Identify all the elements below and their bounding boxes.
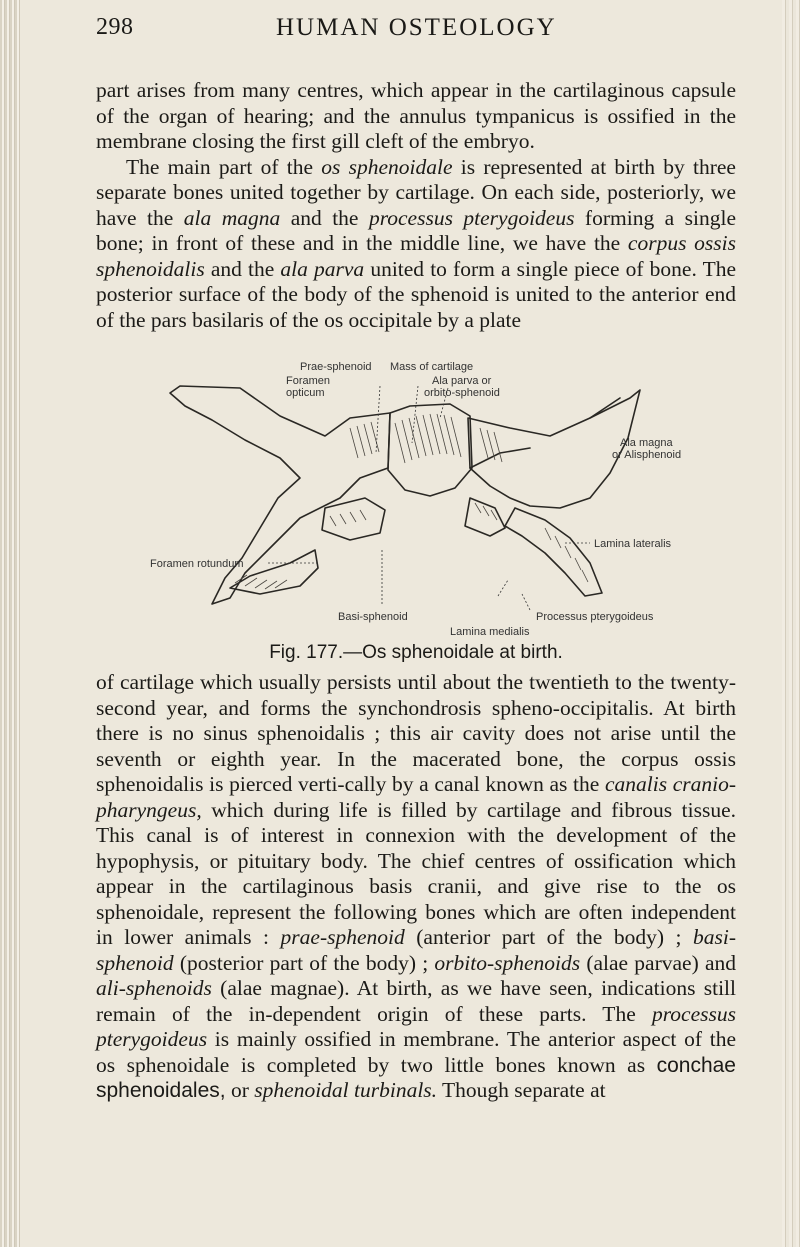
text-run: (alae parvae) and (580, 950, 736, 975)
page-number: 298 (96, 14, 134, 40)
term-corpus-ossis-sphenoidalis: corpus ossis sphenoidalis (96, 231, 736, 281)
leader-lines (268, 386, 590, 610)
term-os-sphenoidale: os sphenoidale (321, 154, 453, 179)
page-edge-right (782, 0, 800, 1247)
label-foramen-rotundum: Foramen rotundum (150, 558, 244, 570)
text-run: is represented at birth by three separate bones united together by cartilage. On each side, posteriorly, we have the (96, 154, 736, 230)
term-orbito-sphenoids: orbito-sphenoids (434, 950, 581, 975)
label-ala-magna: Ala magna (620, 437, 673, 449)
text-run: forming a single bone; in front of these and in the middle line, we have the (96, 205, 737, 255)
label-basi-sphenoid: Basi-sphenoid (338, 611, 408, 623)
label-lamina-medialis: Lamina medialis (450, 626, 530, 638)
paragraph-1-text: part arises from many centres, which appear in the cartilaginous capsule of the organ of hearing; and the annulus tympanicus is ossified in the membrane closing the first gill cleft of the embryo. (96, 78, 736, 153)
running-title: HUMAN OSTEOLOGY (276, 14, 557, 41)
figure-labels (150, 361, 681, 638)
label-foramen: Foramen (286, 375, 331, 387)
text-run: of cartilage which usually persists until about the twentieth to the twenty-second year, and forms the synchondrosis spheno-occipitalis. At birth there is no sinus sphenoidalis ; this air cavity does not arise until the seventh or eighth year. In the macerated bone, the corpus ossis sphenoidalis is pierced verti-cally by a canal known as the (96, 670, 736, 796)
label-processus-pterygoideus: Processus pterygoideus (536, 611, 654, 623)
body-text-top (96, 78, 736, 333)
text-run: Though separate at (437, 1078, 606, 1102)
term-ala-magna: ala magna (183, 205, 281, 230)
body-text-bottom (96, 670, 736, 1104)
text-run: or (225, 1078, 255, 1102)
text-run: (posterior part of the body) ; (173, 950, 435, 975)
term-ali-sphenoids: ali-sphenoids (96, 976, 212, 1000)
label-or-alisphenoid: or Alisphenoid (612, 449, 682, 461)
text-run: which during life is filled by cartilage and fibrous tissue. This canal is of interest in connexion with the development of the hypophysis, or pituitary body. The chief centres of ossification which appear in the cartilaginous basis cranii, and give rise to the os sphenoidale, represent the following bones which are often independent in lower animals : (96, 797, 736, 949)
label-mass-of-cartilage: Mass of cartilage (390, 361, 474, 373)
text-run: (alae magnae). At birth, as we have seen, indications still remain of the in-dependent origin of these parts. The (96, 976, 736, 1026)
term-conchae-sphenoidales: conchae sphenoidales, (96, 1053, 736, 1102)
term-processus-pterygoideus: processus pterygoideus (96, 1001, 736, 1051)
text-run: and the (280, 205, 369, 230)
cartilage-shading (235, 414, 588, 589)
term-basi-sphenoid: basi-sphenoid (96, 925, 736, 975)
label-prae-sphenoid: Prae-sphenoid (300, 361, 372, 373)
term-ala-parva: ala parva (280, 256, 365, 281)
running-head (96, 14, 736, 48)
text-run: united to form a single piece of bone. The posterior surface of the body of the sphenoid is united to the anterior end of the pars basilaris of the os occipitale by a plate (96, 256, 736, 332)
figure-caption: Fig. 177.—Os sphenoidale at birth. (269, 642, 563, 663)
term-processus-pterygoideus: processus pterygoideus (368, 205, 575, 230)
label-ala-parva-or: Ala parva or (432, 375, 492, 387)
text-run: and the (204, 256, 281, 281)
label-orbito-sphenoid: orbito-sphenoid (424, 387, 500, 399)
term-sphenoidal-turbinals: sphenoidal turbinals. (254, 1078, 438, 1102)
text-run: The main part of the (126, 154, 322, 179)
paragraph-2 (96, 155, 736, 334)
label-opticum: opticum (286, 387, 325, 399)
sphenoid-illustration (150, 358, 710, 638)
paragraph-1 (96, 78, 736, 155)
text-run: (anterior part of the body) ; (404, 925, 693, 949)
bone-outline (170, 386, 640, 604)
paragraph-3 (96, 670, 736, 1104)
text-run: is mainly ossified in membrane. The anterior aspect of the os sphenoidale is completed by two little bones known as (96, 1027, 736, 1077)
figure-177 (150, 358, 710, 638)
term-canalis-cranio-pharyngeus: canalis cranio-pharyngeus, (96, 772, 736, 822)
term-prae-sphenoid: prae-sphenoid (280, 925, 405, 949)
label-lamina-lateralis: Lamina lateralis (594, 538, 672, 550)
page-edge-left (0, 0, 20, 1247)
